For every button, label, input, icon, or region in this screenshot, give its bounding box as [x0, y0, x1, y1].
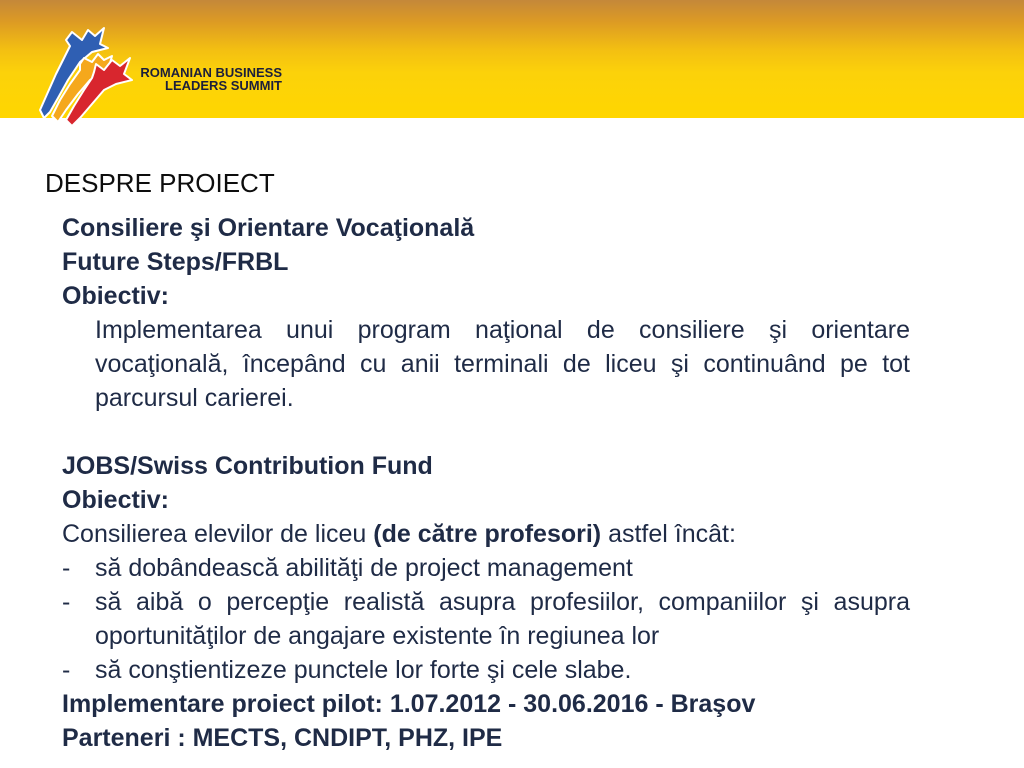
logo-line-2: LEADERS SUMMIT [165, 78, 282, 93]
pilot-period: Implementare proiect pilot: 1.07.2012 - 30.06.2016 - Braşov [62, 690, 756, 718]
project-2-program: JOBS/Swiss Contribution Fund [62, 452, 433, 480]
project-1-program: Future Steps/FRBL [62, 248, 289, 276]
partners: Parteneri : MECTS, CNDIPT, PHZ, IPE [62, 724, 503, 752]
intro-bold-text: (de către profesori) [373, 520, 602, 548]
logo-line-1: ROMANIAN BUSINESS [140, 65, 282, 80]
project-1-objective-text: Implementarea unui program naţional de consiliere şi orientare vocaţională, începând cu anii terminali de liceu şi continuând pe tot parcursul carierei. [95, 316, 910, 412]
project-2-objective-label: Obiectiv: [62, 486, 169, 514]
bullet-text: să conştientizeze punctele lor forte şi cele slabe. [95, 656, 632, 684]
slide-title: DESPRE PROIECT [45, 168, 275, 198]
bullet-item [62, 551, 910, 585]
project-2-objective-intro [62, 517, 910, 551]
project-1-objective-label: Obiectiv: [62, 282, 169, 310]
project-1-name: Consiliere şi Orientare Vocaţională [62, 214, 475, 242]
intro-text: Consilierea elevilor de liceu [62, 520, 374, 548]
bullet-text: să aibă o percepţie realistă asupra profesiilor, companiilor şi asupra oportunităţilor de angajare existente în regiunea lor [95, 588, 910, 650]
bullet-marker: - [62, 588, 71, 616]
bullet-marker: - [62, 656, 71, 684]
spacer [62, 415, 910, 449]
header-banner [0, 0, 1024, 118]
bullet-marker: - [62, 554, 71, 582]
logo-figures-icon [36, 24, 136, 130]
intro-text-end: astfel încât: [601, 520, 736, 548]
slide-body [62, 211, 910, 755]
bullet-item [62, 653, 910, 687]
bullet-text: să dobândească abilităţi de project management [95, 554, 633, 582]
logo-wordmark [130, 66, 282, 92]
bullet-item [62, 585, 910, 653]
